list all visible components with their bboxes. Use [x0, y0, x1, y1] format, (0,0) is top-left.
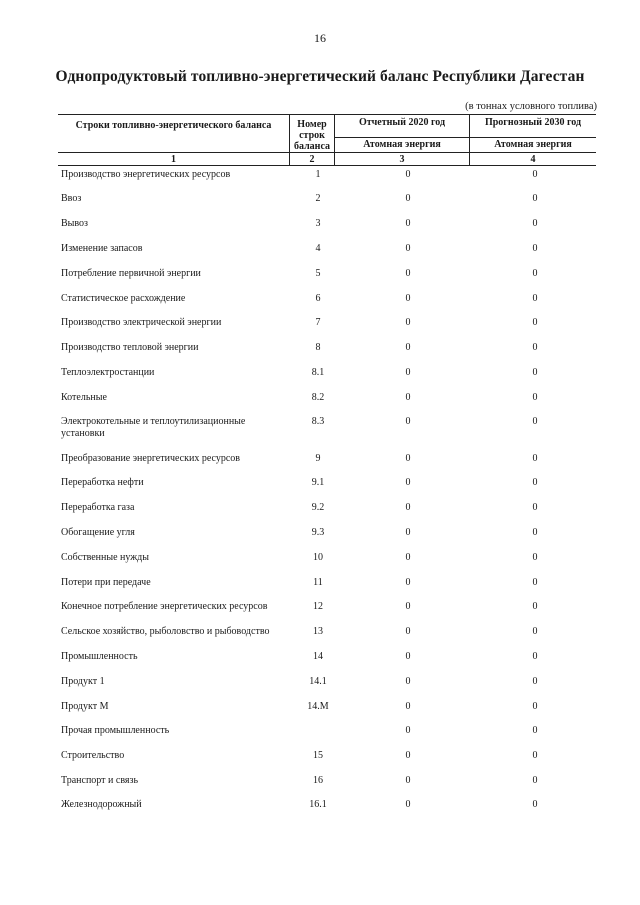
- row-line-number: 16.1: [309, 799, 327, 810]
- row-label: Производство энергетических ресурсов: [61, 169, 231, 180]
- row-line-number: 9.3: [311, 527, 325, 538]
- row-label: Продукт М: [61, 701, 109, 712]
- row-line-number: 8.3: [311, 416, 325, 427]
- row-label: Конечное потребление энергетических ресурсов: [61, 601, 268, 612]
- row-value-2020: 0: [405, 193, 411, 204]
- row-line-number: 9.1: [311, 477, 325, 488]
- col-subheader-2020: Атомная энергия: [363, 139, 441, 150]
- row-value-2030: 0: [532, 725, 538, 736]
- row-value-2030: 0: [532, 502, 538, 513]
- row-value-2020: 0: [405, 701, 411, 712]
- row-line-number: 15: [313, 750, 323, 761]
- row-value-2020: 0: [405, 169, 411, 180]
- row-line-number: 12: [313, 601, 323, 612]
- row-value-2020: 0: [405, 577, 411, 588]
- units-note: (в тоннах условного топлива): [465, 101, 597, 112]
- row-line-number: 2: [315, 193, 321, 204]
- row-label: Электрокотельные и теплоутилизационные установки: [61, 416, 246, 439]
- row-value-2020: 0: [405, 416, 411, 427]
- row-value-2020: 0: [405, 367, 411, 378]
- page-number: 16: [314, 31, 326, 45]
- row-label: Производство тепловой энергии: [61, 342, 199, 353]
- col-header-rows: Строки топливно-энергетического баланса: [75, 120, 272, 131]
- row-value-2020: 0: [405, 392, 411, 403]
- row-label: Прочая промышленность: [61, 725, 170, 736]
- row-value-2030: 0: [532, 626, 538, 637]
- row-line-number: 9: [315, 453, 321, 464]
- row-value-2030: 0: [532, 701, 538, 712]
- row-label: Собственные нужды: [61, 552, 149, 563]
- row-value-2020: 0: [405, 268, 411, 279]
- row-label: Статистическое расхождение: [61, 293, 186, 304]
- row-value-2030: 0: [532, 218, 538, 229]
- col-subheader-2030: Атомная энергия: [494, 139, 572, 150]
- row-line-number: 11: [313, 577, 323, 588]
- col-index-1: 1: [171, 154, 176, 165]
- index-row-rule: [58, 165, 596, 166]
- row-label: Переработка нефти: [61, 477, 144, 488]
- row-line-number: 6: [315, 293, 321, 304]
- row-label: Строительство: [61, 750, 125, 761]
- row-label: Котельные: [61, 392, 107, 403]
- row-line-number: 7: [315, 317, 321, 328]
- header-bottom-rule: [58, 152, 596, 153]
- row-value-2020: 0: [405, 317, 411, 328]
- row-value-2030: 0: [532, 552, 538, 563]
- row-value-2020: 0: [405, 626, 411, 637]
- col-index-2: 2: [309, 154, 315, 165]
- document-title: Однопродуктовый топливно-энергетический баланс Республики Дагестан: [55, 68, 585, 85]
- row-line-number: 14: [313, 651, 323, 662]
- row-line-number: 10: [313, 552, 323, 563]
- row-line-number: 5: [315, 268, 321, 279]
- row-label: Вывоз: [61, 218, 88, 229]
- row-value-2020: 0: [405, 676, 411, 687]
- row-value-2030: 0: [532, 317, 538, 328]
- row-label: Продукт 1: [61, 676, 105, 687]
- row-value-2020: 0: [405, 293, 411, 304]
- row-value-2030: 0: [532, 243, 538, 254]
- header-subrule: [334, 137, 596, 138]
- row-label: Производство электрической энергии: [61, 317, 222, 328]
- row-value-2030: 0: [532, 775, 538, 786]
- row-value-2020: 0: [405, 552, 411, 563]
- row-label: Изменение запасов: [61, 243, 143, 254]
- row-value-2030: 0: [532, 392, 538, 403]
- row-line-number: 16: [313, 775, 323, 786]
- row-value-2020: 0: [405, 775, 411, 786]
- row-value-2030: 0: [532, 293, 538, 304]
- row-value-2030: 0: [532, 453, 538, 464]
- header-top-rule: [58, 114, 596, 115]
- row-line-number: 14.М: [307, 701, 329, 712]
- row-value-2030: 0: [532, 416, 538, 427]
- row-line-number: 3: [315, 218, 321, 229]
- row-value-2030: 0: [532, 577, 538, 588]
- row-label: Теплоэлектростанции: [61, 367, 155, 378]
- col-header-2020: Отчетный 2020 год: [358, 117, 446, 128]
- row-value-2030: 0: [532, 651, 538, 662]
- row-label: Промышленность: [61, 651, 138, 662]
- row-value-2020: 0: [405, 477, 411, 488]
- row-value-2030: 0: [532, 676, 538, 687]
- row-value-2030: 0: [532, 342, 538, 353]
- row-value-2020: 0: [405, 453, 411, 464]
- row-value-2030: 0: [532, 367, 538, 378]
- row-label: Потери при передаче: [61, 577, 151, 588]
- row-value-2020: 0: [405, 725, 411, 736]
- row-value-2020: 0: [405, 502, 411, 513]
- row-value-2020: 0: [405, 651, 411, 662]
- row-label: Сельское хозяйство, рыболовство и рыбоводство: [61, 626, 270, 637]
- row-line-number: 8: [315, 342, 321, 353]
- row-line-number: 8.1: [311, 367, 325, 378]
- row-value-2020: 0: [405, 218, 411, 229]
- row-value-2030: 0: [532, 268, 538, 279]
- row-line-number: 9.2: [311, 502, 325, 513]
- row-value-2030: 0: [532, 799, 538, 810]
- row-label: Преобразование энергетических ресурсов: [61, 453, 240, 464]
- row-line-number: 13: [313, 626, 323, 637]
- row-value-2030: 0: [532, 193, 538, 204]
- row-value-2020: 0: [405, 799, 411, 810]
- row-value-2020: 0: [405, 243, 411, 254]
- col-index-4: 4: [530, 154, 536, 165]
- row-label: Ввоз: [61, 193, 82, 204]
- row-line-number: 8.2: [311, 392, 325, 403]
- row-line-number: 14.1: [309, 676, 327, 687]
- col-index-3: 3: [399, 154, 405, 165]
- row-label: Переработка газа: [61, 502, 135, 513]
- row-value-2020: 0: [405, 527, 411, 538]
- row-label: Железнодорожный: [61, 799, 142, 810]
- row-value-2030: 0: [532, 601, 538, 612]
- row-value-2030: 0: [532, 477, 538, 488]
- row-label: Потребление первичной энергии: [61, 268, 201, 279]
- col-header-2030: Прогнозный 2030 год: [484, 117, 582, 128]
- row-value-2030: 0: [532, 750, 538, 761]
- row-value-2020: 0: [405, 750, 411, 761]
- col-header-line-number: Номер строк баланса: [293, 119, 331, 152]
- row-line-number: 1: [315, 169, 321, 180]
- row-value-2030: 0: [532, 169, 538, 180]
- row-value-2030: 0: [532, 527, 538, 538]
- row-label: Обогащение угля: [61, 527, 135, 538]
- row-line-number: 4: [315, 243, 321, 254]
- row-value-2020: 0: [405, 342, 411, 353]
- row-label: Транспорт и связь: [61, 775, 139, 786]
- row-value-2020: 0: [405, 601, 411, 612]
